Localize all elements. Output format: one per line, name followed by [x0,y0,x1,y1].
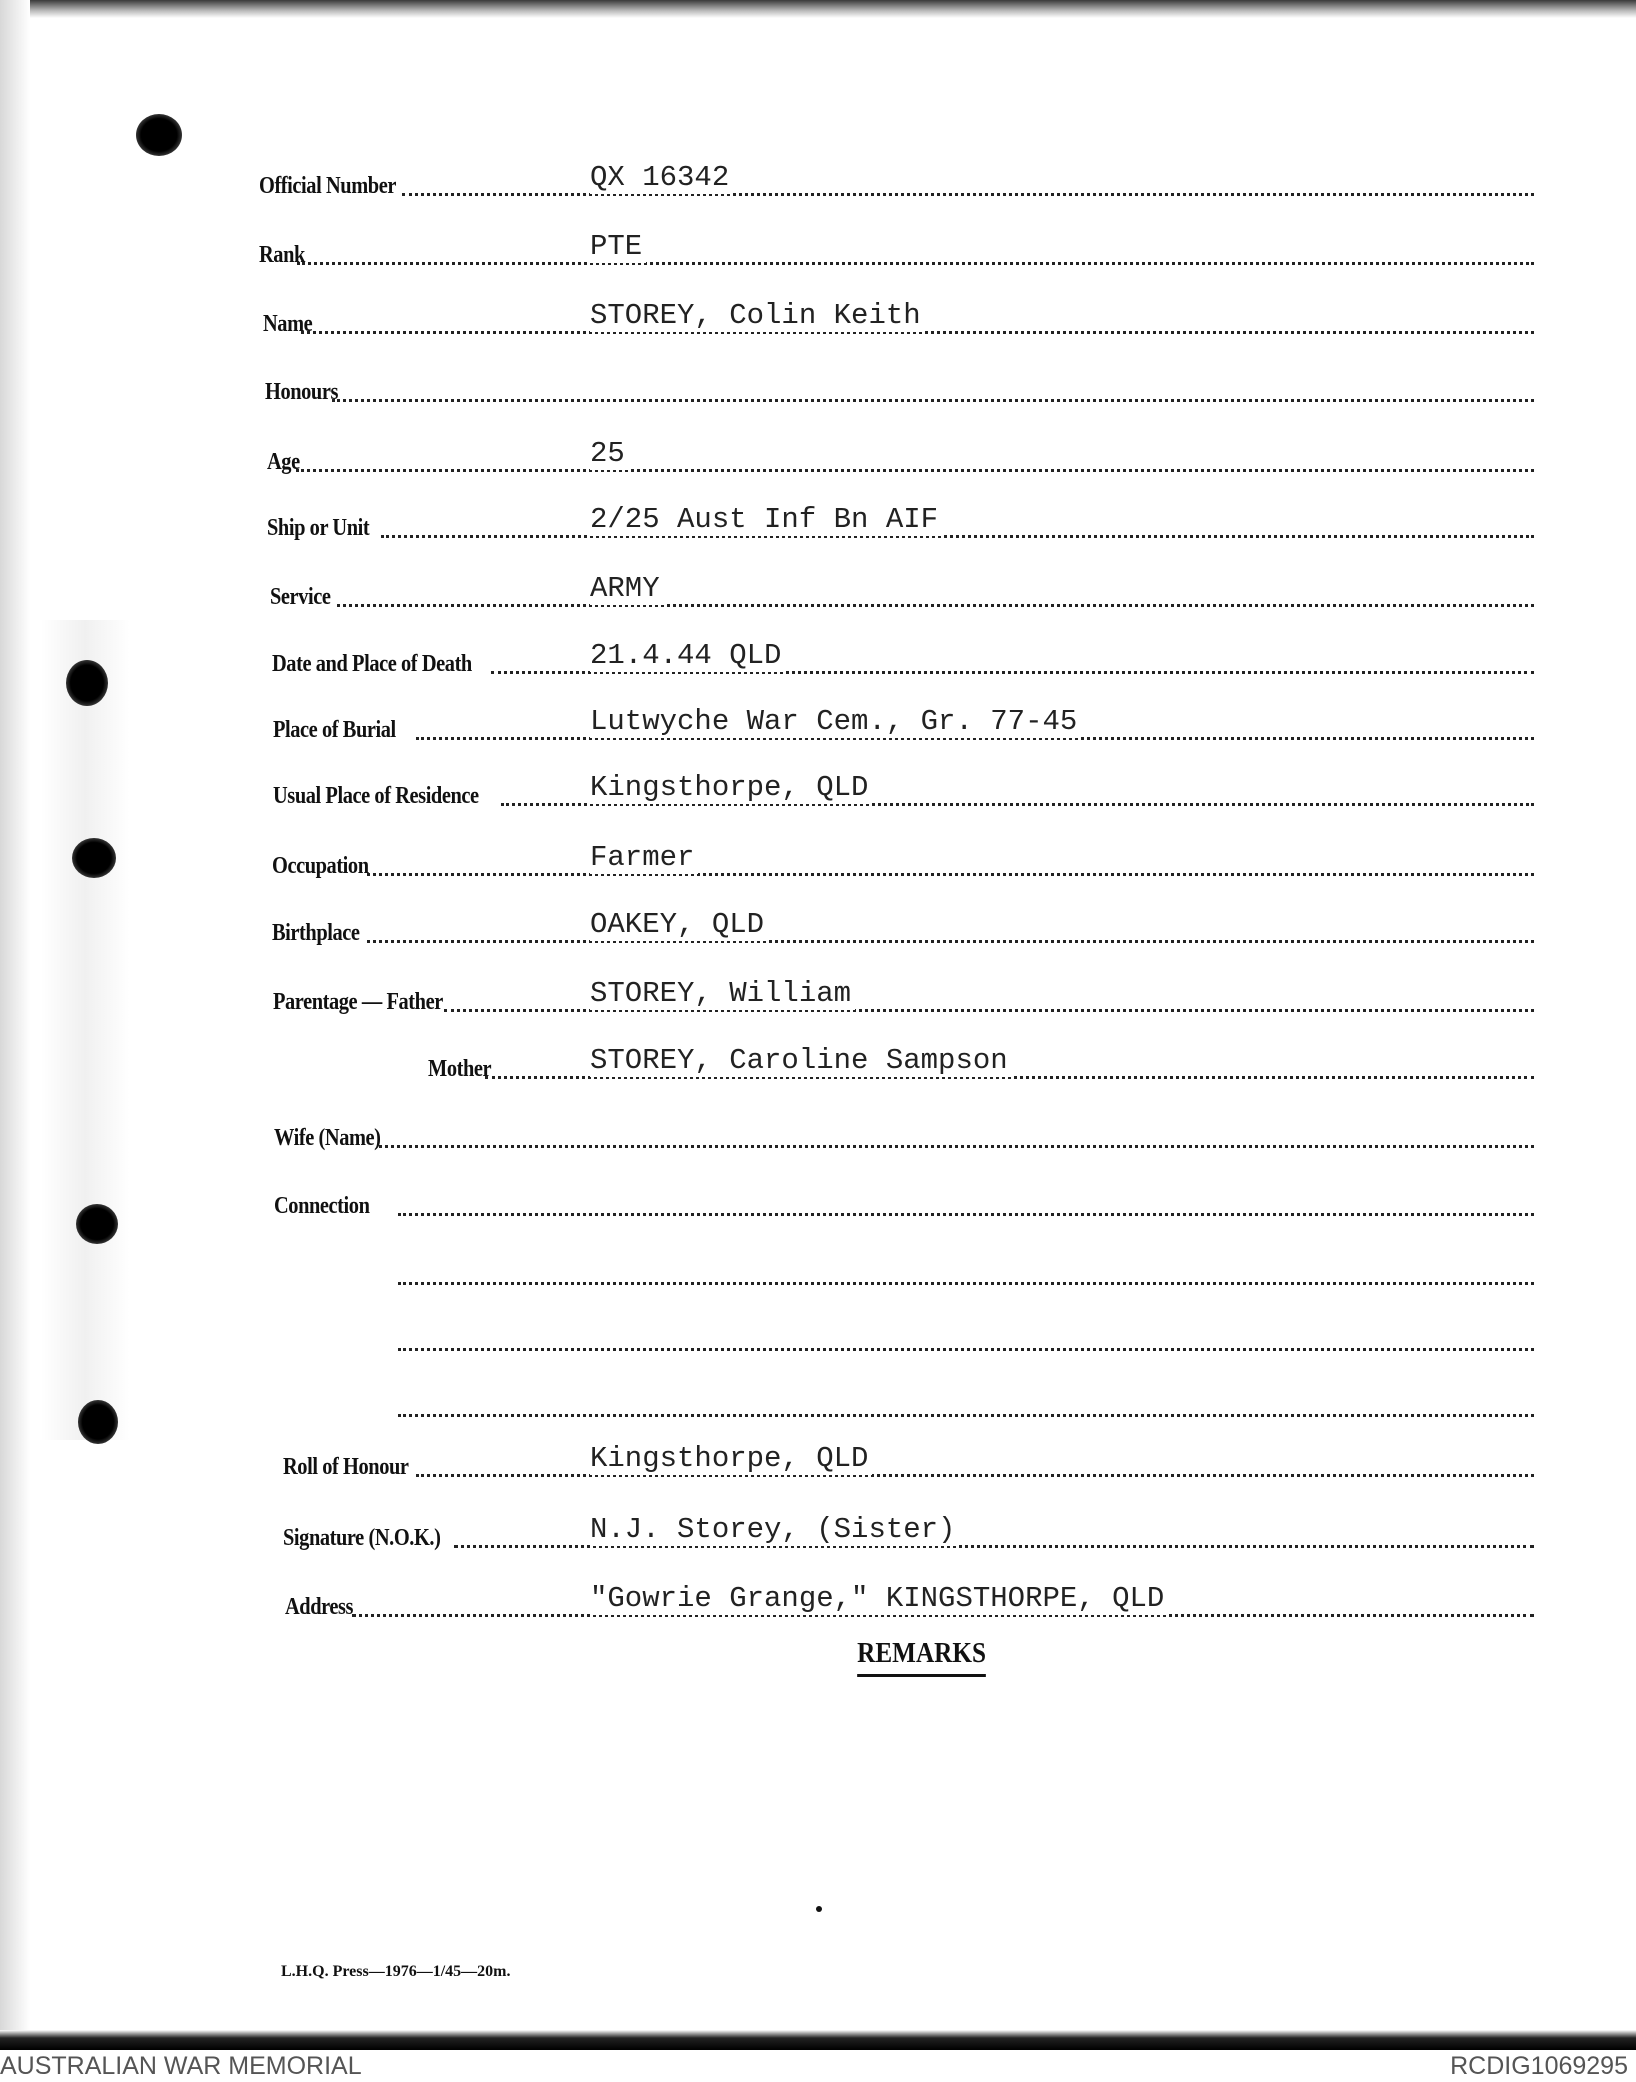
field-label: Address [285,1594,354,1620]
field-value: Farmer [590,841,698,874]
form-row [0,1315,1636,1355]
field-label: Age [267,449,300,475]
field-value: N.J. Storey, (Sister) [590,1513,959,1546]
form-row [0,436,1636,476]
dotted-line [332,399,1535,402]
dotted-line [381,535,1534,538]
form-row [0,704,1636,744]
field-value: "Gowrie Grange," KINGSTHORPE, QLD [590,1582,1168,1615]
field-label: Name [263,311,313,337]
scan-bottom-edge [0,2030,1636,2050]
field-label: Official Number [259,173,396,199]
field-label: Connection [274,1193,370,1219]
form-row [0,1249,1636,1289]
field-value: OAKEY, QLD [590,908,768,941]
dotted-line [402,193,1535,196]
form-row [0,976,1636,1016]
form-row [0,840,1636,880]
dotted-line [297,262,1534,265]
form-row [0,229,1636,269]
form-row [0,1043,1636,1083]
dotted-line [337,604,1535,607]
form-row [0,502,1636,542]
dotted-line [379,1145,1535,1148]
field-label: Ship or Unit [267,515,370,541]
field-label: Usual Place of Residence [273,783,479,809]
field-value: STOREY, Colin Keith [590,299,925,332]
form-row [0,1112,1636,1152]
field-label: Wife (Name) [274,1125,381,1151]
form-row [0,1581,1636,1621]
field-value: QX 16342 [590,161,733,194]
dotted-line [398,1348,1534,1351]
dotted-line [367,940,1534,943]
field-value: Lutwyche War Cem., Gr. 77-45 [590,705,1081,738]
printer-imprint: L.H.Q. Press—1976—1/45—20m. [281,1963,511,1980]
field-label: Parentage — Father [273,989,443,1015]
dotted-line [398,1213,1534,1216]
scan-top-edge [0,0,1636,18]
dotted-line [398,1282,1534,1285]
form-row [0,770,1636,810]
field-value: 21.4.44 QLD [590,639,785,672]
field-value: PTE [590,230,646,263]
form-row [0,571,1636,611]
field-value: Kingsthorpe, QLD [590,771,872,804]
field-label: Date and Place of Death [272,651,472,677]
field-label: Signature (N.O.K.) [283,1525,441,1551]
field-value: Kingsthorpe, QLD [590,1442,872,1475]
remarks-heading: REMARKS [857,1638,986,1677]
dotted-line [398,1414,1534,1417]
footer-institution: AUSTRALIAN WAR MEMORIAL [0,2052,362,2080]
field-value: 25 [590,437,629,470]
field-value: ARMY [590,572,664,605]
form-row [0,1441,1636,1481]
dotted-line [416,1474,1534,1477]
field-value: STOREY, Caroline Sampson [590,1044,1012,1077]
form-row [0,366,1636,406]
dotted-line [367,873,1534,876]
footer-record-id: RCDIG1069295 [1450,2052,1628,2080]
field-label: Roll of Honour [283,1454,409,1480]
field-label: Service [270,584,331,610]
punch-hole [136,114,182,156]
field-label: Rank [259,242,305,268]
form-row [0,1381,1636,1421]
form-row [0,1180,1636,1220]
form-row [0,638,1636,678]
form-row [0,160,1636,200]
dotted-line [296,469,1535,472]
form-row [0,1512,1636,1552]
form-row [0,298,1636,338]
ink-speck [816,1906,822,1912]
field-label: Mother [428,1056,492,1082]
field-value: STOREY, William [590,977,855,1010]
field-label: Occupation [272,853,369,879]
field-value: 2/25 Aust Inf Bn AIF [590,503,942,536]
field-label: Honours [265,379,338,405]
field-label: Place of Burial [273,717,396,743]
field-label: Birthplace [272,920,360,946]
form-row [0,907,1636,947]
